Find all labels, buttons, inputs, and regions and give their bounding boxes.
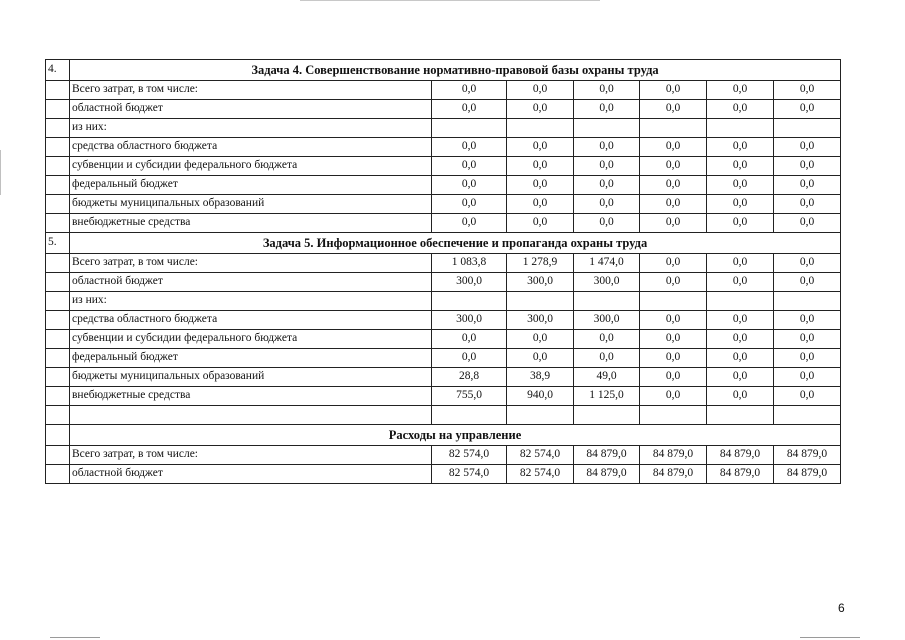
value-cell: 0,0 [707, 100, 774, 119]
value-cell: 0,0 [774, 138, 841, 157]
section-header-row [46, 233, 841, 254]
row-number-cell [46, 349, 70, 368]
value-cell: 0,0 [640, 214, 707, 233]
value-cell: 0,0 [507, 214, 574, 233]
row-label [70, 406, 432, 425]
value-cell: 28,8 [432, 368, 507, 387]
row-label: внебюджетные средства [70, 387, 432, 406]
value-cell: 0,0 [707, 157, 774, 176]
value-cell [707, 406, 774, 425]
value-cell [574, 406, 640, 425]
table-row [46, 406, 841, 425]
row-number-cell [46, 446, 70, 465]
value-cell: 0,0 [707, 273, 774, 292]
value-cell: 0,0 [774, 81, 841, 100]
value-cell: 0,0 [707, 176, 774, 195]
row-label: федеральный бюджет [70, 349, 432, 368]
row-label: субвенции и субсидии федерального бюджета [70, 157, 432, 176]
value-cell: 84 879,0 [640, 465, 707, 484]
value-cell: 0,0 [774, 273, 841, 292]
value-cell: 0,0 [640, 273, 707, 292]
table-row [46, 349, 841, 368]
value-cell: 0,0 [507, 157, 574, 176]
section-number [46, 425, 70, 446]
row-number-cell [46, 81, 70, 100]
row-number-cell [46, 138, 70, 157]
row-number-cell [46, 176, 70, 195]
value-cell: 84 879,0 [640, 446, 707, 465]
value-cell: 0,0 [707, 254, 774, 273]
value-cell: 0,0 [432, 138, 507, 157]
table-row [46, 119, 841, 138]
value-cell: 0,0 [774, 157, 841, 176]
row-label: из них: [70, 119, 432, 138]
value-cell: 940,0 [507, 387, 574, 406]
value-cell: 38,9 [507, 368, 574, 387]
row-label: субвенции и субсидии федерального бюджета [70, 330, 432, 349]
value-cell: 0,0 [574, 195, 640, 214]
value-cell: 1 278,9 [507, 254, 574, 273]
value-cell [574, 292, 640, 311]
value-cell: 300,0 [432, 311, 507, 330]
value-cell: 0,0 [640, 100, 707, 119]
row-label: средства областного бюджета [70, 311, 432, 330]
value-cell: 84 879,0 [707, 465, 774, 484]
row-number-cell [46, 387, 70, 406]
value-cell: 82 574,0 [432, 465, 507, 484]
value-cell: 1 083,8 [432, 254, 507, 273]
value-cell: 0,0 [507, 349, 574, 368]
value-cell: 82 574,0 [507, 446, 574, 465]
scan-edge-bottom-right [800, 637, 860, 638]
value-cell: 0,0 [574, 330, 640, 349]
value-cell [640, 292, 707, 311]
row-number-cell [46, 292, 70, 311]
row-label: средства областного бюджета [70, 138, 432, 157]
value-cell: 0,0 [507, 330, 574, 349]
section-number: 4. [46, 60, 70, 81]
value-cell: 0,0 [432, 195, 507, 214]
row-number-cell [46, 273, 70, 292]
value-cell [507, 292, 574, 311]
value-cell: 300,0 [574, 273, 640, 292]
row-number-cell [46, 465, 70, 484]
row-number-cell [46, 330, 70, 349]
value-cell [574, 119, 640, 138]
value-cell: 0,0 [574, 81, 640, 100]
value-cell: 84 879,0 [574, 465, 640, 484]
section-title: Задача 4. Совершенствование нормативно-правовой базы охраны труда [70, 60, 841, 81]
value-cell: 0,0 [507, 81, 574, 100]
table-row [46, 292, 841, 311]
section-number: 5. [46, 233, 70, 254]
value-cell: 0,0 [774, 349, 841, 368]
value-cell: 0,0 [640, 387, 707, 406]
value-cell [774, 292, 841, 311]
scan-edge-bottom-left [50, 637, 100, 638]
value-cell: 0,0 [707, 311, 774, 330]
row-number-cell [46, 195, 70, 214]
value-cell [707, 292, 774, 311]
value-cell: 0,0 [640, 138, 707, 157]
value-cell: 300,0 [432, 273, 507, 292]
value-cell: 0,0 [640, 176, 707, 195]
value-cell: 84 879,0 [574, 446, 640, 465]
value-cell: 84 879,0 [774, 446, 841, 465]
row-number-cell [46, 368, 70, 387]
table-row [46, 273, 841, 292]
row-label: бюджеты муниципальных образований [70, 195, 432, 214]
row-number-cell [46, 119, 70, 138]
value-cell: 300,0 [507, 311, 574, 330]
value-cell: 0,0 [432, 349, 507, 368]
page-number: 6 [838, 601, 845, 615]
value-cell: 0,0 [707, 138, 774, 157]
table-row [46, 176, 841, 195]
value-cell: 0,0 [507, 100, 574, 119]
row-number-cell [46, 100, 70, 119]
row-label: Всего затрат, в том числе: [70, 254, 432, 273]
value-cell: 0,0 [640, 157, 707, 176]
value-cell: 0,0 [774, 387, 841, 406]
row-label: Всего затрат, в том числе: [70, 81, 432, 100]
value-cell: 0,0 [640, 254, 707, 273]
value-cell: 0,0 [432, 157, 507, 176]
row-label: внебюджетные средства [70, 214, 432, 233]
table-row [46, 311, 841, 330]
value-cell: 0,0 [640, 311, 707, 330]
table-row [46, 368, 841, 387]
value-cell: 1 125,0 [574, 387, 640, 406]
row-label: федеральный бюджет [70, 176, 432, 195]
value-cell: 0,0 [707, 195, 774, 214]
budget-table [45, 59, 841, 484]
value-cell: 0,0 [707, 349, 774, 368]
value-cell: 0,0 [774, 100, 841, 119]
value-cell: 0,0 [574, 176, 640, 195]
scan-edge-left [0, 150, 1, 195]
value-cell: 0,0 [574, 138, 640, 157]
value-cell: 0,0 [774, 195, 841, 214]
value-cell: 0,0 [640, 81, 707, 100]
value-cell: 0,0 [707, 387, 774, 406]
value-cell: 0,0 [707, 81, 774, 100]
table-row [46, 214, 841, 233]
table-row [46, 465, 841, 484]
table-row [46, 387, 841, 406]
value-cell [432, 292, 507, 311]
value-cell: 0,0 [774, 368, 841, 387]
value-cell [774, 406, 841, 425]
value-cell: 0,0 [640, 330, 707, 349]
value-cell: 82 574,0 [507, 465, 574, 484]
value-cell: 0,0 [574, 157, 640, 176]
value-cell: 0,0 [574, 214, 640, 233]
row-label: бюджеты муниципальных образований [70, 368, 432, 387]
value-cell: 84 879,0 [774, 465, 841, 484]
value-cell: 0,0 [774, 311, 841, 330]
table-row [46, 195, 841, 214]
row-label: из них: [70, 292, 432, 311]
value-cell: 82 574,0 [432, 446, 507, 465]
value-cell: 0,0 [432, 176, 507, 195]
value-cell [640, 406, 707, 425]
value-cell: 755,0 [432, 387, 507, 406]
value-cell: 0,0 [774, 214, 841, 233]
value-cell: 0,0 [707, 330, 774, 349]
section-header-row [46, 60, 841, 81]
value-cell: 49,0 [574, 368, 640, 387]
section-header-row [46, 425, 841, 446]
row-label: областной бюджет [70, 465, 432, 484]
table-row [46, 81, 841, 100]
value-cell [507, 119, 574, 138]
row-number-cell [46, 311, 70, 330]
value-cell: 0,0 [640, 195, 707, 214]
value-cell: 0,0 [507, 138, 574, 157]
value-cell: 0,0 [507, 195, 574, 214]
scan-edge-top [300, 0, 600, 1]
row-label: областной бюджет [70, 100, 432, 119]
value-cell: 1 474,0 [574, 254, 640, 273]
value-cell [774, 119, 841, 138]
value-cell [507, 406, 574, 425]
value-cell: 0,0 [640, 349, 707, 368]
table-row [46, 100, 841, 119]
value-cell: 0,0 [432, 330, 507, 349]
value-cell: 0,0 [432, 81, 507, 100]
value-cell: 0,0 [774, 330, 841, 349]
value-cell: 0,0 [774, 176, 841, 195]
row-number-cell [46, 406, 70, 425]
row-label: Всего затрат, в том числе: [70, 446, 432, 465]
section-title: Расходы на управление [70, 425, 841, 446]
table-row [46, 254, 841, 273]
value-cell: 0,0 [507, 176, 574, 195]
table-row [46, 330, 841, 349]
section-title: Задача 5. Информационное обеспечение и пропаганда охраны труда [70, 233, 841, 254]
value-cell: 0,0 [707, 368, 774, 387]
row-number-cell [46, 214, 70, 233]
value-cell: 0,0 [432, 100, 507, 119]
row-number-cell [46, 254, 70, 273]
value-cell [707, 119, 774, 138]
row-label: областной бюджет [70, 273, 432, 292]
value-cell [432, 119, 507, 138]
value-cell: 300,0 [574, 311, 640, 330]
table-row [46, 157, 841, 176]
value-cell: 0,0 [640, 368, 707, 387]
row-number-cell [46, 157, 70, 176]
value-cell: 0,0 [574, 349, 640, 368]
table-row [46, 446, 841, 465]
value-cell: 0,0 [774, 254, 841, 273]
value-cell [432, 406, 507, 425]
value-cell: 300,0 [507, 273, 574, 292]
value-cell: 0,0 [432, 214, 507, 233]
value-cell [640, 119, 707, 138]
value-cell: 84 879,0 [707, 446, 774, 465]
value-cell: 0,0 [574, 100, 640, 119]
value-cell: 0,0 [707, 214, 774, 233]
table-row [46, 138, 841, 157]
